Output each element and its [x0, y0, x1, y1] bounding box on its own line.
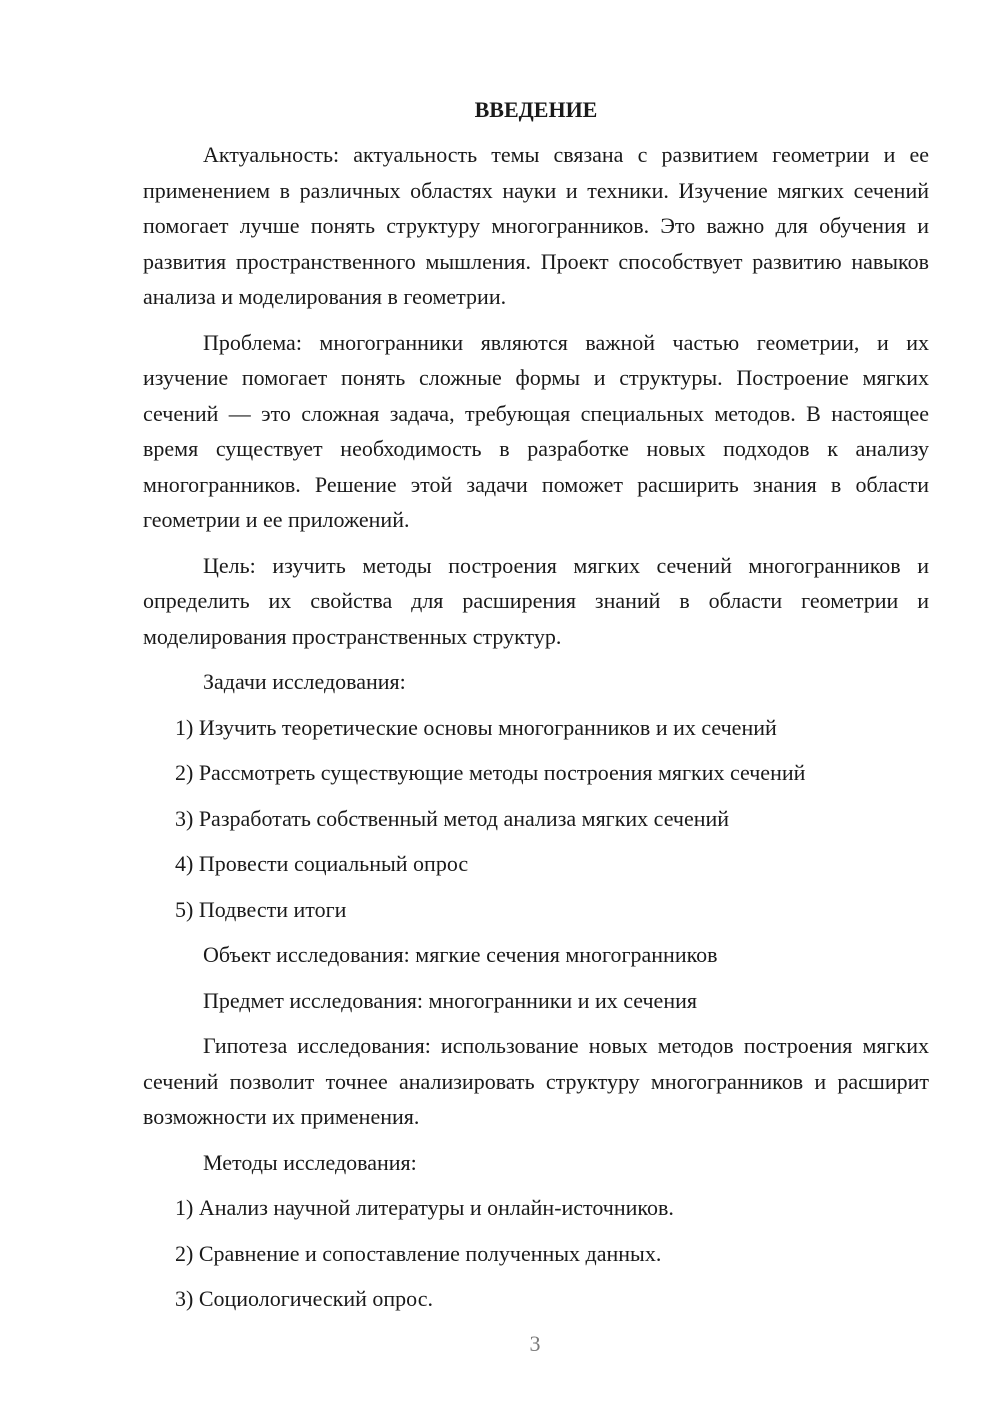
subject-line: Предмет исследования: многогранники и их сечения [203, 987, 697, 1013]
list-item: 1) Изучить теоретические основы многогранников и их сечений [175, 714, 777, 740]
methods-heading: Методы исследования: [203, 1149, 417, 1175]
goal-paragraph: Цель: изучить методы построения мягких сечений многогранников и определить их свойства для расширения знаний в области геометрии и моделирования пространственных структур. [143, 552, 929, 649]
actuality-paragraph: Актуальность: актуальность темы связана с развитием геометрии и ее применением в различных областях науки и техники. Изучение мягких сечений помогает лучше понять структуру многогранников. Это важно для обучения и развития пространственного мышления. Проект способствует развитию навыков анализа и моделирования в геометрии. [143, 142, 929, 309]
list-item: 3) Социологический опрос. [175, 1286, 433, 1311]
list-item: 3) Разработать собственный метод анализа мягких сечений [175, 805, 730, 831]
methods-list [143, 1190, 929, 1317]
list-item: 4) Провести социальный опрос [175, 851, 469, 876]
page-number: 3 [529, 1331, 541, 1356]
hypothesis-paragraph: Гипотеза исследования: использование новых методов построения мягких сечений позволит точнее анализировать структуру многогранников и расширит возможности их применения. [143, 1033, 929, 1129]
tasks-heading: Задачи исследования: [203, 669, 406, 694]
problem-paragraph: Проблема: многогранники являются важной частью геометрии, и их изучение помогает понять сложные формы и структуры. Построение мягких сечений — это сложная задача, требующая специальных методов. В настоящее время существует необходимость в разработке новых подходов к анализу многогранников. Решение этой задачи поможет расширить знания в области геометрии и ее приложений. [143, 329, 929, 532]
object-line: Объект исследования: мягкие сечения многогранников [203, 942, 718, 967]
list-item: 2) Рассмотреть существующие методы построения мягких сечений [175, 760, 806, 785]
tasks-list [143, 710, 929, 928]
page-title: ВВЕДЕНИЕ [474, 97, 598, 122]
list-item: 2) Сравнение и сопоставление полученных данных. [175, 1240, 662, 1266]
document-page [143, 92, 929, 1327]
list-item: 5) Подвести итоги [175, 896, 347, 922]
list-item: 1) Анализ научной литературы и онлайн-источников. [175, 1195, 674, 1220]
